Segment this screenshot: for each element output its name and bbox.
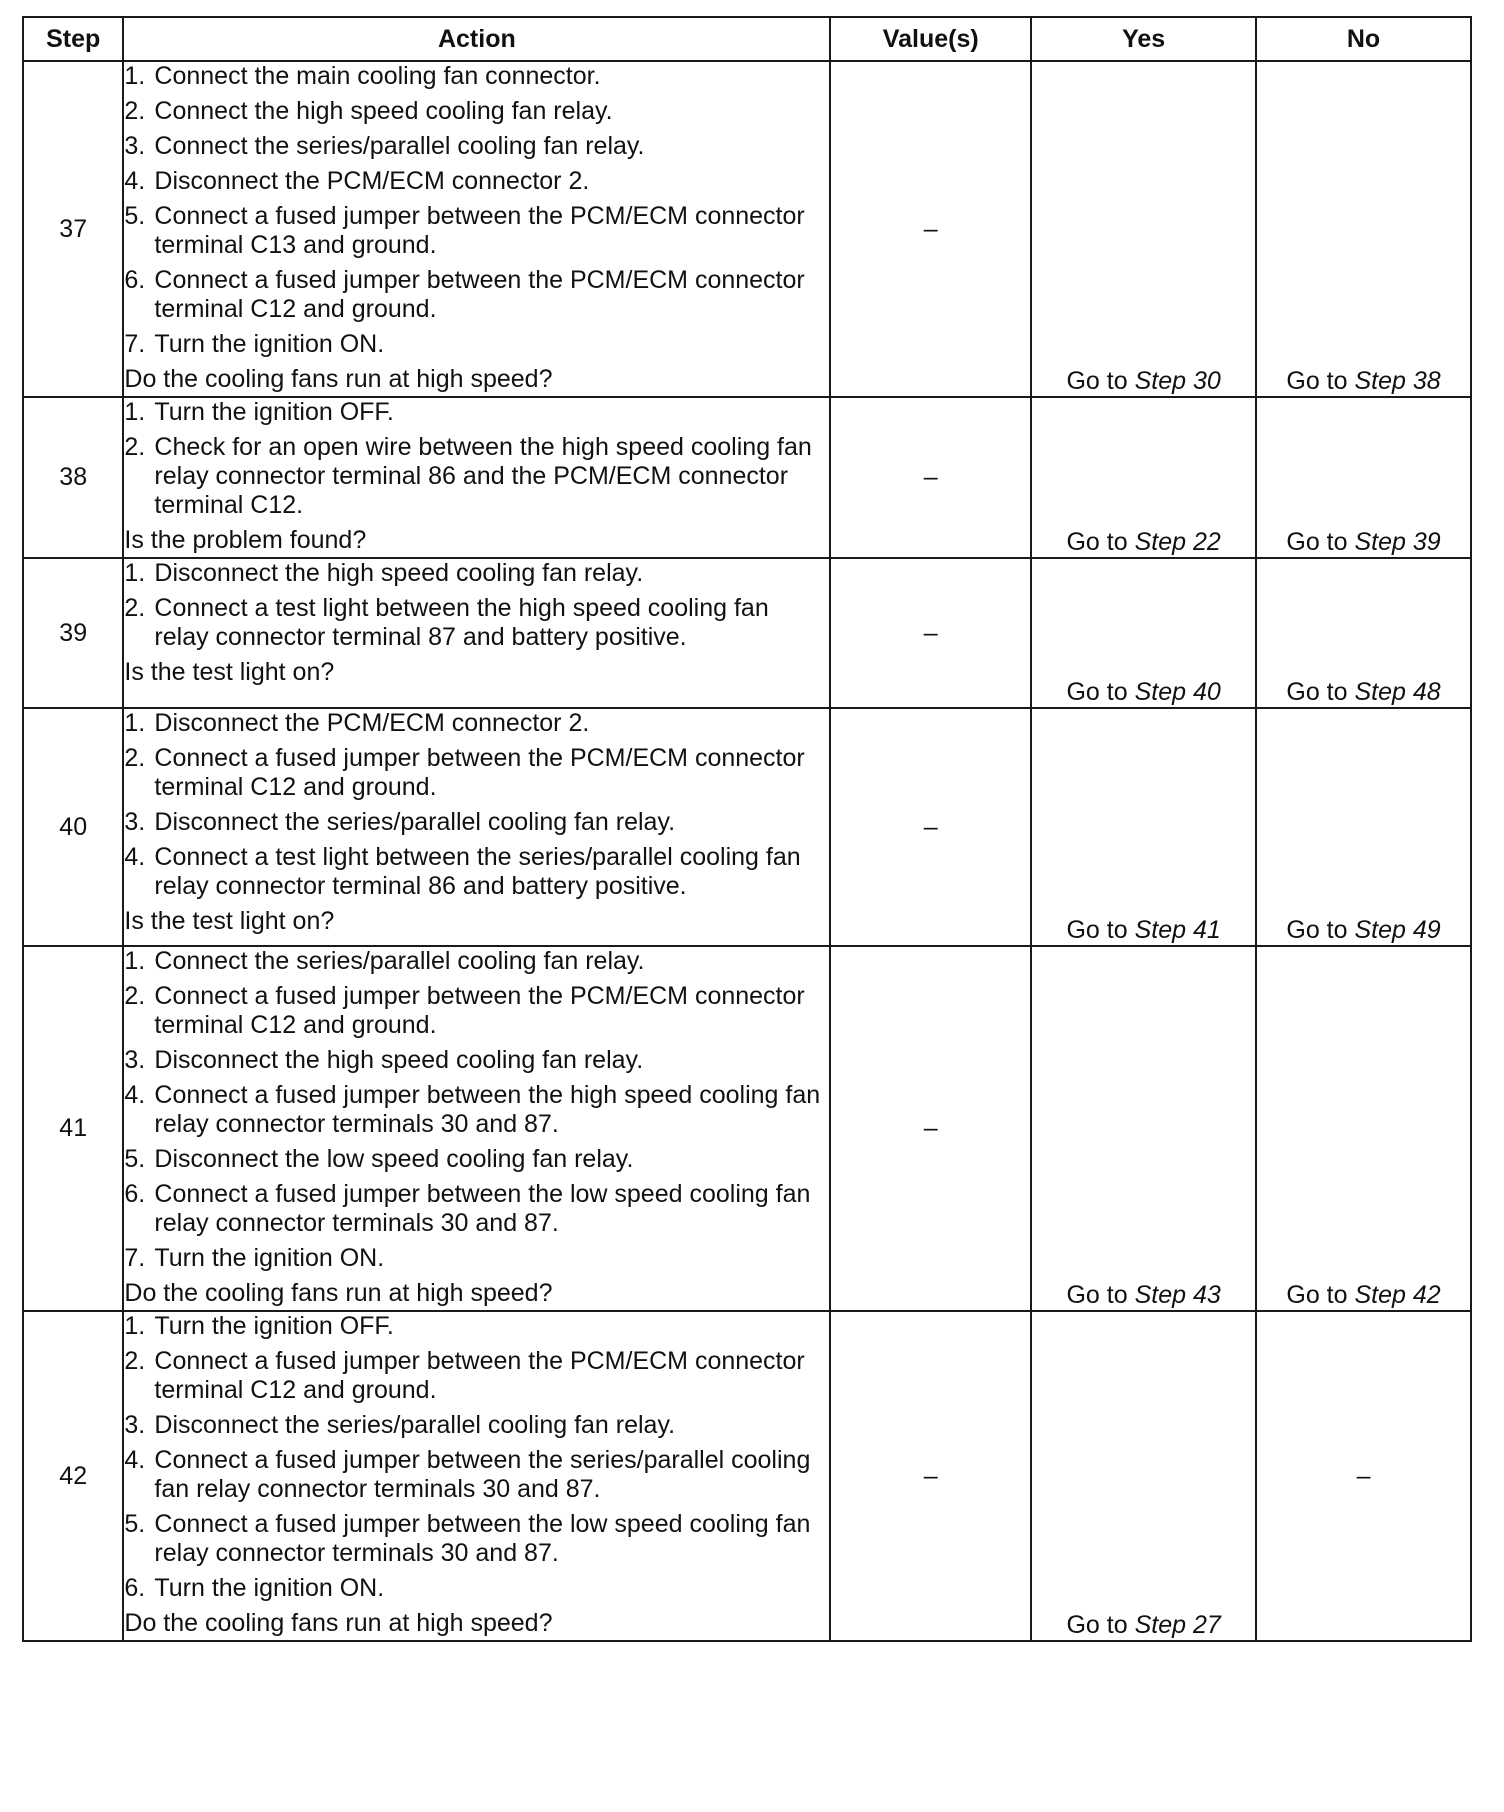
action-item-number: 1.	[124, 709, 146, 737]
yes-cell	[1031, 708, 1256, 946]
action-item-number: 1.	[124, 559, 146, 587]
action-item-text: Check for an open wire between the high speed cooling fan relay connector terminal 86 and the PCM/ECM connector terminal C12.	[154, 433, 812, 519]
step-number: 42	[23, 1311, 123, 1641]
no-goto-prefix: Go to	[1286, 528, 1348, 556]
yes-goto-prefix: Go to	[1066, 367, 1128, 395]
action-item-text: Disconnect the PCM/ECM connector 2.	[154, 167, 590, 195]
action-list	[124, 62, 829, 359]
action-item-number: 6.	[124, 1180, 146, 1208]
action-question: Is the problem found?	[124, 526, 367, 554]
action-list	[124, 947, 829, 1273]
header-no: No	[1256, 17, 1471, 61]
action-item-text: Connect a fused jumper between the high speed cooling fan relay connector terminals 30 and 87.	[154, 1081, 821, 1138]
action-item	[124, 947, 829, 976]
action-item-number: 2.	[124, 433, 146, 461]
action-item-number: 6.	[124, 1574, 146, 1602]
action-item	[124, 1411, 829, 1440]
action-cell	[123, 1311, 830, 1641]
action-item	[124, 1145, 829, 1174]
action-item-text: Disconnect the series/parallel cooling fan relay.	[154, 808, 676, 836]
no-goto-step-link[interactable]: Step 48	[1354, 678, 1441, 706]
action-item-text: Turn the ignition ON.	[154, 1244, 385, 1272]
step-number: 37	[23, 61, 123, 397]
no-goto-prefix: Go to	[1286, 1281, 1348, 1309]
action-item-text: Turn the ignition ON.	[154, 330, 385, 358]
no-goto-prefix: Go to	[1286, 678, 1348, 706]
action-item-text: Connect a fused jumper between the series/parallel cooling fan relay connector terminals 30 and 87.	[154, 1446, 811, 1503]
action-item-text: Disconnect the series/parallel cooling fan relay.	[154, 1411, 676, 1439]
action-item-number: 2.	[124, 982, 146, 1010]
action-item-number: 2.	[124, 594, 146, 622]
header-yes: Yes	[1031, 17, 1256, 61]
action-item	[124, 1347, 829, 1405]
action-item	[124, 132, 829, 161]
action-item-text: Disconnect the PCM/ECM connector 2.	[154, 709, 590, 737]
yes-goto-step-link[interactable]: Step 41	[1134, 916, 1221, 944]
action-item-text: Connect the series/parallel cooling fan relay.	[154, 947, 645, 975]
action-item-text: Turn the ignition OFF.	[154, 398, 394, 426]
action-list	[124, 559, 829, 652]
action-item-number: 5.	[124, 1510, 146, 1538]
yes-goto-prefix: Go to	[1066, 1281, 1128, 1309]
action-item-number: 4.	[124, 1081, 146, 1109]
action-list	[124, 1312, 829, 1603]
action-item	[124, 202, 829, 260]
action-item-text: Connect a test light between the high speed cooling fan relay connector terminal 87 and battery positive.	[154, 594, 769, 651]
action-item	[124, 433, 829, 520]
action-item-text: Connect a fused jumper between the low speed cooling fan relay connector terminals 30 and 87.	[154, 1510, 811, 1567]
step-number: 39	[23, 558, 123, 708]
table-body	[23, 61, 1471, 1641]
no-cell	[1256, 708, 1471, 946]
action-question: Do the cooling fans run at high speed?	[124, 365, 553, 393]
yes-goto-prefix: Go to	[1066, 1611, 1128, 1639]
step-number: 40	[23, 708, 123, 946]
action-item	[124, 62, 829, 91]
no-goto-step-link[interactable]: Step 49	[1354, 916, 1441, 944]
table-row	[23, 558, 1471, 708]
value-cell: –	[830, 708, 1031, 946]
value-cell: –	[830, 61, 1031, 397]
action-item-number: 1.	[124, 1312, 146, 1340]
action-item	[124, 398, 829, 427]
yes-cell	[1031, 61, 1256, 397]
action-item	[124, 330, 829, 359]
action-cell	[123, 946, 830, 1311]
action-item-number: 3.	[124, 1411, 146, 1439]
action-cell	[123, 558, 830, 708]
action-item	[124, 1180, 829, 1238]
action-item-number: 1.	[124, 398, 146, 426]
no-cell	[1256, 558, 1471, 708]
value-cell: –	[830, 946, 1031, 1311]
action-item-text: Connect the main cooling fan connector.	[154, 62, 601, 90]
action-item	[124, 97, 829, 126]
step-number: 38	[23, 397, 123, 558]
action-item-text: Connect the high speed cooling fan relay.	[154, 97, 613, 125]
diagnostic-table	[22, 16, 1472, 1642]
action-question: Is the test light on?	[124, 907, 335, 935]
action-item	[124, 843, 829, 901]
yes-goto-prefix: Go to	[1066, 916, 1128, 944]
table-row	[23, 1311, 1471, 1641]
action-item-text: Disconnect the high speed cooling fan relay.	[154, 559, 644, 587]
value-cell: –	[830, 397, 1031, 558]
no-cell	[1256, 397, 1471, 558]
header-action: Action	[123, 17, 830, 61]
action-item-text: Turn the ignition ON.	[154, 1574, 385, 1602]
action-item-text: Connect a test light between the series/parallel cooling fan relay connector terminal 86 and battery positive.	[154, 843, 801, 900]
action-item	[124, 1574, 829, 1603]
action-item-number: 5.	[124, 202, 146, 230]
action-item-number: 5.	[124, 1145, 146, 1173]
action-item-number: 4.	[124, 843, 146, 871]
table-row	[23, 946, 1471, 1311]
yes-goto-step-link[interactable]: Step 30	[1134, 367, 1221, 395]
no-goto-prefix: Go to	[1286, 916, 1348, 944]
action-item-number: 3.	[124, 808, 146, 836]
no-cell	[1256, 946, 1471, 1311]
action-item-text: Connect a fused jumper between the PCM/ECM connector terminal C13 and ground.	[154, 202, 805, 259]
action-item-number: 4.	[124, 167, 146, 195]
action-item	[124, 1081, 829, 1139]
action-cell	[123, 708, 830, 946]
value-cell: –	[830, 1311, 1031, 1641]
yes-goto-step-link[interactable]: Step 40	[1134, 678, 1221, 706]
action-item	[124, 594, 829, 652]
action-item	[124, 982, 829, 1040]
action-item	[124, 1312, 829, 1341]
action-item-text: Connect the series/parallel cooling fan relay.	[154, 132, 645, 160]
yes-goto-prefix: Go to	[1066, 528, 1128, 556]
no-goto-step-link[interactable]: Step 42	[1354, 1281, 1441, 1309]
action-list	[124, 709, 829, 901]
no-cell	[1256, 61, 1471, 397]
action-item	[124, 1446, 829, 1504]
action-item-number: 1.	[124, 62, 146, 90]
header-row	[23, 17, 1471, 61]
action-cell	[123, 61, 830, 397]
action-item-number: 3.	[124, 1046, 146, 1074]
yes-cell	[1031, 946, 1256, 1311]
action-item-number: 7.	[124, 330, 146, 358]
yes-cell	[1031, 558, 1256, 708]
action-item	[124, 709, 829, 738]
action-item-text: Connect a fused jumper between the PCM/ECM connector terminal C12 and ground.	[154, 1347, 805, 1404]
yes-cell	[1031, 1311, 1256, 1641]
no-cell: –	[1256, 1311, 1471, 1641]
yes-goto-step-link[interactable]: Step 22	[1134, 528, 1221, 556]
action-item	[124, 1244, 829, 1273]
action-item-number: 4.	[124, 1446, 146, 1474]
table-row	[23, 61, 1471, 397]
yes-goto-step-link[interactable]: Step 27	[1134, 1611, 1221, 1639]
table-row	[23, 708, 1471, 946]
action-item-number: 2.	[124, 97, 146, 125]
action-item	[124, 1510, 829, 1568]
action-item	[124, 1046, 829, 1075]
step-number: 41	[23, 946, 123, 1311]
no-goto-step-link[interactable]: Step 38	[1354, 367, 1441, 395]
action-item-number: 2.	[124, 744, 146, 772]
action-item-text: Connect a fused jumper between the low speed cooling fan relay connector terminals 30 and 87.	[154, 1180, 811, 1237]
action-item-text: Disconnect the high speed cooling fan relay.	[154, 1046, 644, 1074]
action-item-text: Connect a fused jumper between the PCM/ECM connector terminal C12 and ground.	[154, 982, 805, 1039]
no-goto-prefix: Go to	[1286, 367, 1348, 395]
header-step: Step	[23, 17, 123, 61]
yes-goto-step-link[interactable]: Step 43	[1134, 1281, 1221, 1309]
action-item-number: 7.	[124, 1244, 146, 1272]
header-values: Value(s)	[830, 17, 1031, 61]
action-item-text: Connect a fused jumper between the PCM/ECM connector terminal C12 and ground.	[154, 744, 805, 801]
no-goto-step-link[interactable]: Step 39	[1354, 528, 1441, 556]
action-item	[124, 559, 829, 588]
action-item-text: Disconnect the low speed cooling fan relay.	[154, 1145, 634, 1173]
action-item-number: 3.	[124, 132, 146, 160]
action-question: Is the test light on?	[124, 658, 335, 686]
yes-goto-prefix: Go to	[1066, 678, 1128, 706]
action-item	[124, 808, 829, 837]
action-item	[124, 167, 829, 196]
action-item-number: 2.	[124, 1347, 146, 1375]
action-cell	[123, 397, 830, 558]
action-item	[124, 266, 829, 324]
action-item-number: 6.	[124, 266, 146, 294]
action-question: Do the cooling fans run at high speed?	[124, 1609, 553, 1637]
action-list	[124, 398, 829, 520]
action-item	[124, 744, 829, 802]
value-cell: –	[830, 558, 1031, 708]
yes-cell	[1031, 397, 1256, 558]
action-question: Do the cooling fans run at high speed?	[124, 1279, 553, 1307]
table-row	[23, 397, 1471, 558]
action-item-number: 1.	[124, 947, 146, 975]
action-item-text: Connect a fused jumper between the PCM/ECM connector terminal C12 and ground.	[154, 266, 805, 323]
action-item-text: Turn the ignition OFF.	[154, 1312, 394, 1340]
